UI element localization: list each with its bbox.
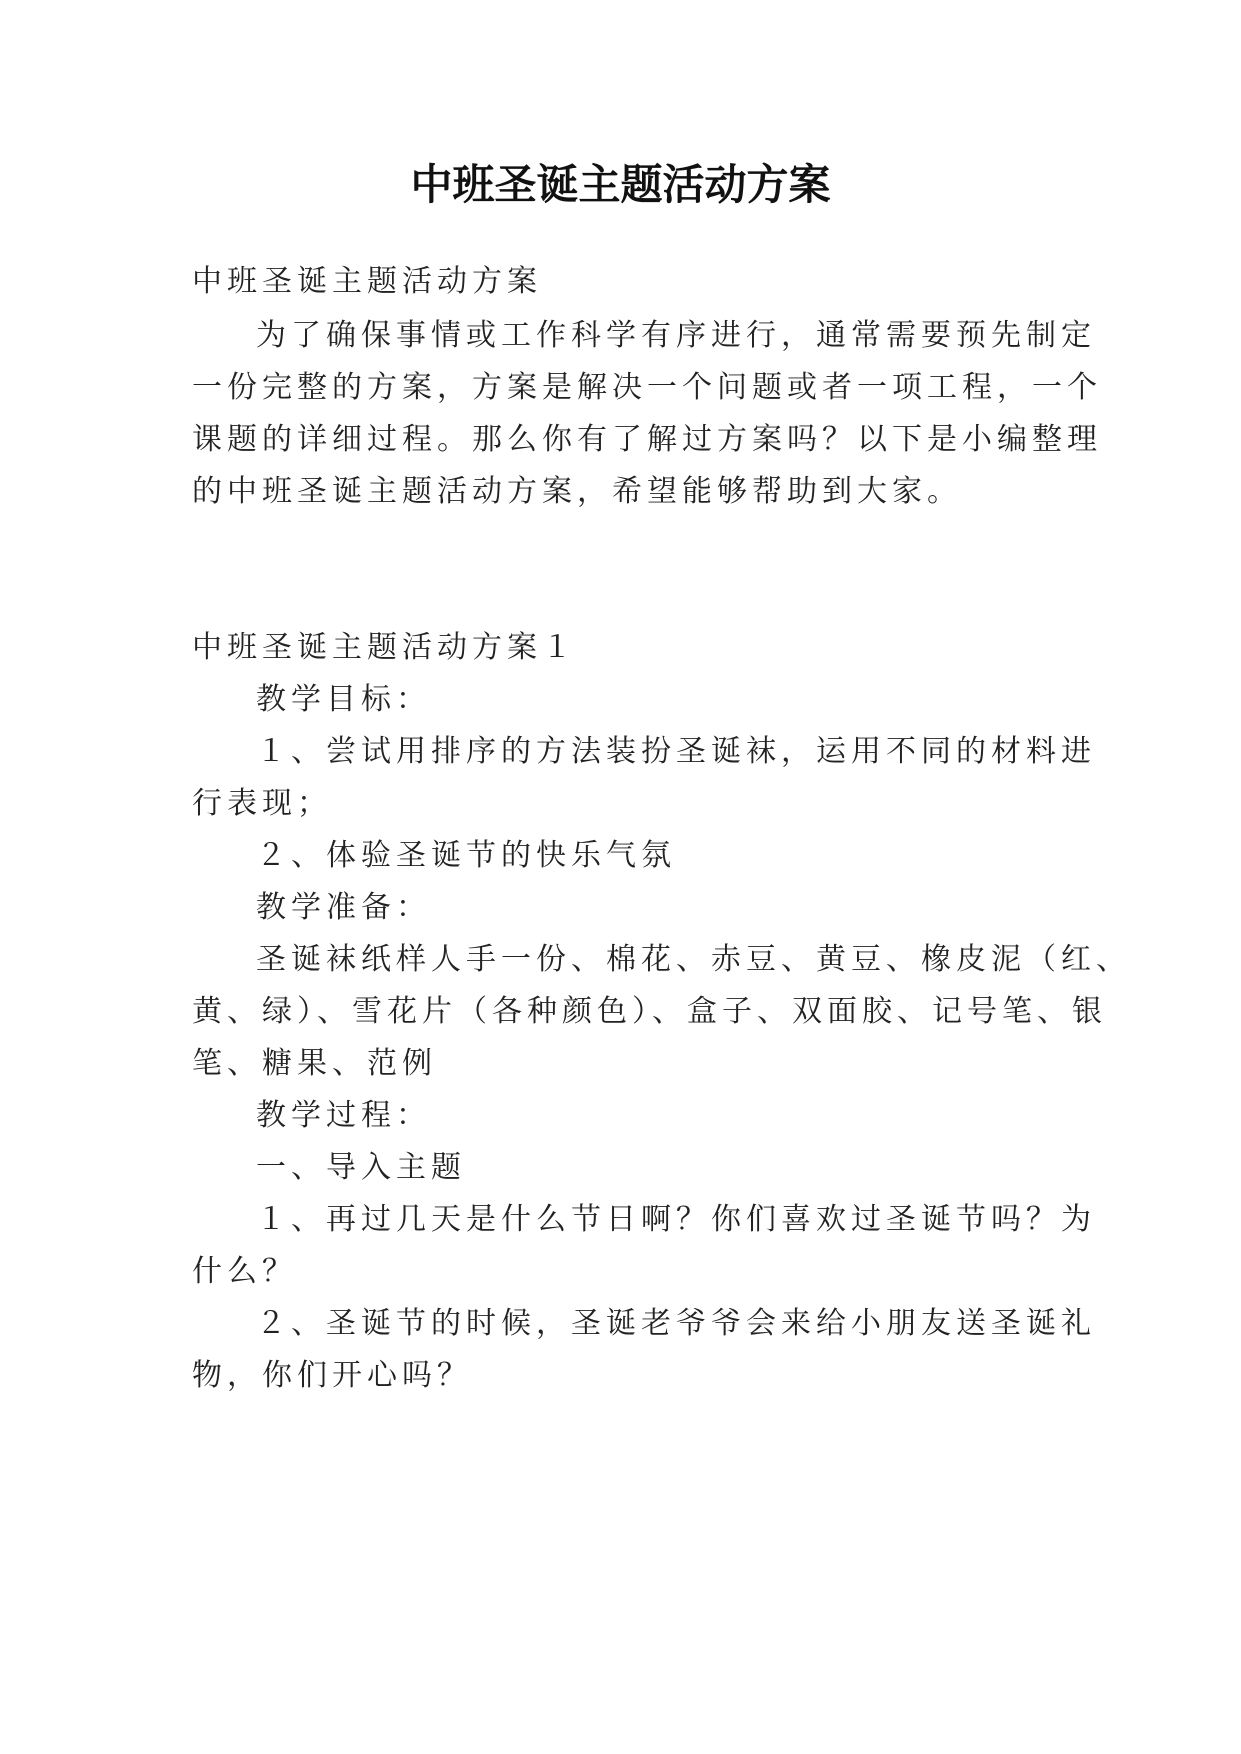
section-heading: 中班圣诞主题活动方案１: [192, 630, 577, 665]
paragraph-line: 圣诞袜纸样人手一份、棉花、赤豆、黄豆、橡皮泥（红、: [256, 942, 1131, 977]
paragraph-line: 行表现；: [192, 786, 332, 821]
paragraph-line: １、再过几天是什么节日啊？你们喜欢过圣诞节吗？为: [256, 1202, 1096, 1237]
paragraph-line: 教学过程：: [256, 1098, 431, 1133]
intro-heading: 中班圣诞主题活动方案: [192, 264, 542, 299]
paragraph-line: 为了确保事情或工作科学有序进行，通常需要预先制定: [256, 318, 1096, 353]
paragraph-line: １、尝试用排序的方法装扮圣诞袜，运用不同的材料进: [256, 734, 1096, 769]
paragraph-line: 笔、糖果、范例: [192, 1046, 437, 1081]
paragraph-line: 什么？: [192, 1254, 297, 1289]
paragraph-line: 的中班圣诞主题活动方案，希望能够帮助到大家。: [192, 474, 962, 509]
paragraph-line: 教学准备：: [256, 890, 431, 925]
paragraph-line: 课题的详细过程。那么你有了解过方案吗？以下是小编整理: [192, 422, 1102, 457]
paragraph-line: 物，你们开心吗？: [192, 1358, 472, 1393]
paragraph-line: 教学目标：: [256, 682, 431, 717]
paragraph-line: 黄、绿）、雪花片（各种颜色）、盒子、双面胶、记号笔、银: [192, 994, 1107, 1029]
paragraph-line: 一份完整的方案，方案是解决一个问题或者一项工程，一个: [192, 370, 1102, 405]
document-title: 中班圣诞主题活动方案: [410, 160, 831, 209]
paragraph-line: ２、体验圣诞节的快乐气氛: [256, 838, 676, 873]
paragraph-line: ２、圣诞节的时候，圣诞老爷爷会来给小朋友送圣诞礼: [256, 1306, 1096, 1341]
paragraph-line: 一、导入主题: [256, 1150, 466, 1185]
